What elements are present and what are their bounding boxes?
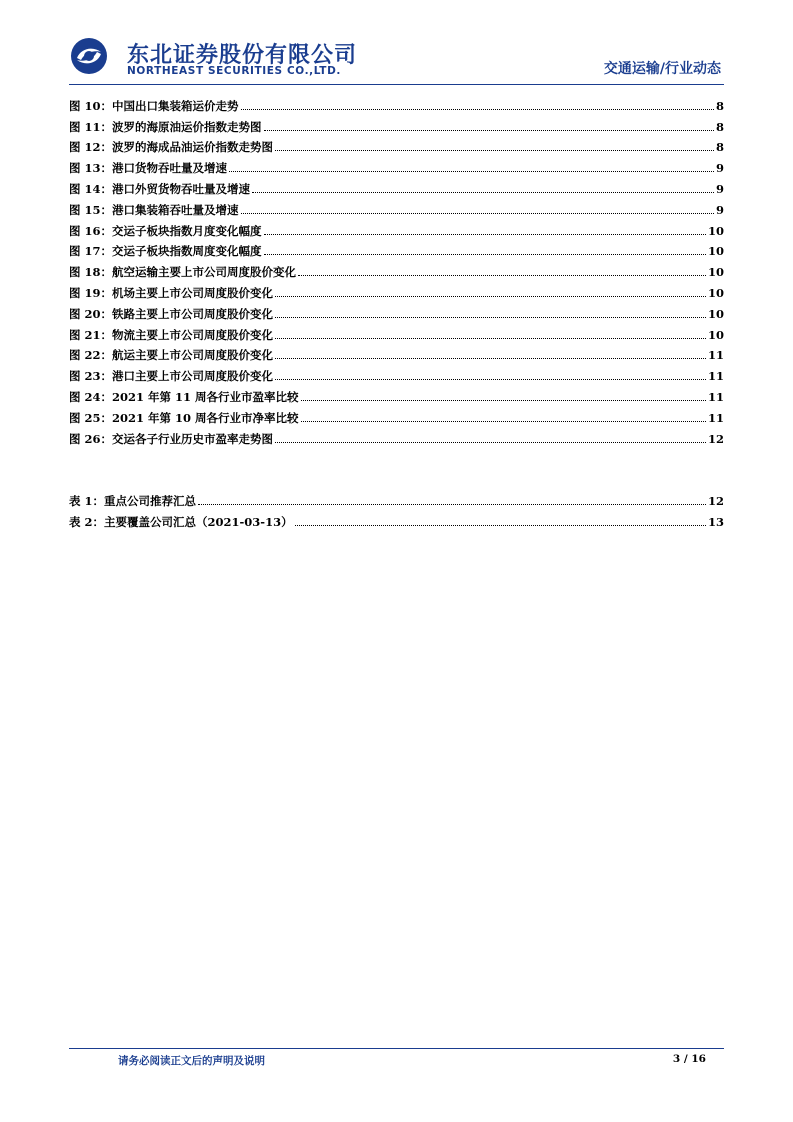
footer-divider xyxy=(69,1048,724,1049)
toc-entry-number: 图 18： xyxy=(69,265,113,280)
northeast-securities-logo-icon xyxy=(69,36,109,76)
figure-list xyxy=(69,92,724,446)
toc-entry-page: 11 xyxy=(707,369,724,384)
toc-entry-page: 9 xyxy=(715,202,724,217)
toc-entry-number: 图 14： xyxy=(69,181,113,196)
figure-toc-entry[interactable] xyxy=(69,217,724,238)
figure-toc-entry[interactable] xyxy=(69,196,724,217)
toc-entry-page: 10 xyxy=(707,285,724,300)
toc-entry-number: 图 15： xyxy=(69,202,113,217)
toc-dot-leader xyxy=(275,149,714,151)
toc-entry-title: 铁路主要上市公司周度股价变化 xyxy=(112,306,274,321)
figure-toc-entry[interactable] xyxy=(69,134,724,155)
toc-dot-leader xyxy=(295,524,706,526)
toc-entry-title: 航运主要上市公司周度股价变化 xyxy=(112,348,274,363)
figure-toc-entry[interactable] xyxy=(69,258,724,279)
figure-toc-entry[interactable] xyxy=(69,238,724,259)
toc-entry-title: 机场主要上市公司周度股价变化 xyxy=(112,285,274,300)
toc-entry-page: 10 xyxy=(707,265,724,280)
toc-dot-leader xyxy=(241,108,714,110)
table-toc-entry[interactable] xyxy=(69,487,724,508)
figure-toc-entry[interactable] xyxy=(69,342,724,363)
footer-disclaimer-note: 请务必阅读正文后的声明及说明 xyxy=(118,1055,265,1067)
toc-entry-title: 交运各子行业历史市盈率走势图 xyxy=(112,431,274,446)
toc-entry-title: 交运子板块指数周度变化幅度 xyxy=(112,244,262,259)
toc-entry-number: 图 22： xyxy=(69,348,113,363)
figure-toc-entry[interactable] xyxy=(69,92,724,113)
toc-entry-page: 8 xyxy=(715,98,724,113)
toc-dot-leader xyxy=(275,316,706,318)
toc-entry-page: 11 xyxy=(707,410,724,425)
figure-toc-entry[interactable] xyxy=(69,300,724,321)
toc-dot-leader xyxy=(264,129,714,131)
company-name-en: NORTHEAST SECURITIES CO.,LTD. xyxy=(127,65,341,77)
toc-entry-page: 11 xyxy=(707,348,724,363)
toc-entry-number: 图 26： xyxy=(69,431,113,446)
toc-entry-number: 图 20： xyxy=(69,306,113,321)
toc-entry-page: 13 xyxy=(707,514,724,529)
toc-entry-page: 8 xyxy=(715,140,724,155)
toc-entry-page: 8 xyxy=(715,119,724,134)
figure-toc-entry[interactable] xyxy=(69,404,724,425)
toc-entry-page: 10 xyxy=(707,223,724,238)
toc-dot-leader xyxy=(275,378,706,380)
toc-dot-leader xyxy=(252,191,714,193)
footer-page-number: 3 / 16 xyxy=(672,1053,706,1065)
toc-entry-number: 图 25： xyxy=(69,410,113,425)
toc-entry-number: 图 13： xyxy=(69,161,113,176)
toc-entry-title: 2021 年第 11 周各行业市盈率比较 xyxy=(112,389,299,404)
toc-entry-number: 图 11： xyxy=(69,119,113,134)
toc-entry-number: 图 17： xyxy=(69,244,113,259)
header-divider xyxy=(69,84,724,85)
toc-entry-title: 港口主要上市公司周度股价变化 xyxy=(112,369,274,384)
toc-entry-title: 2021 年第 10 周各行业市净率比较 xyxy=(112,410,299,425)
toc-entry-title: 波罗的海原油运价指数走势图 xyxy=(112,119,262,134)
toc-entry-title: 主要覆盖公司汇总（2021-03-13） xyxy=(104,514,293,529)
toc-dot-leader xyxy=(275,441,706,443)
toc-entry-page: 10 xyxy=(707,327,724,342)
toc-entry-page: 10 xyxy=(707,306,724,321)
toc-entry-number: 图 19： xyxy=(69,285,113,300)
toc-entry-title: 中国出口集装箱运价走势 xyxy=(112,98,239,113)
toc-entry-title: 物流主要上市公司周度股价变化 xyxy=(112,327,274,342)
figure-toc-entry[interactable] xyxy=(69,425,724,446)
toc-entry-number: 表 1： xyxy=(69,493,105,508)
toc-entry-title: 航空运输主要上市公司周度股价变化 xyxy=(112,265,297,280)
table-toc-entry[interactable] xyxy=(69,508,724,529)
toc-entry-title: 重点公司推荐汇总 xyxy=(104,493,197,508)
toc-entry-number: 表 2： xyxy=(69,514,105,529)
toc-dot-leader xyxy=(264,253,706,255)
toc-dot-leader xyxy=(275,295,706,297)
toc-dot-leader xyxy=(275,337,706,339)
toc-entry-page: 9 xyxy=(715,161,724,176)
toc-entry-page: 9 xyxy=(715,181,724,196)
toc-dot-leader xyxy=(241,212,714,214)
toc-dot-leader xyxy=(301,420,706,422)
toc-entry-title: 波罗的海成品油运价指数走势图 xyxy=(112,140,274,155)
figure-toc-entry[interactable] xyxy=(69,362,724,383)
toc-dot-leader xyxy=(264,233,706,235)
toc-entry-page: 12 xyxy=(707,493,724,508)
toc-dot-leader xyxy=(198,503,706,505)
toc-dot-leader xyxy=(298,274,706,276)
section-tag: 交通运输/行业动态 xyxy=(603,61,721,77)
toc-entry-page: 11 xyxy=(707,389,724,404)
toc-entry-number: 图 12： xyxy=(69,140,113,155)
company-name-cn: 东北证券股份有限公司 xyxy=(127,43,358,68)
toc-dot-leader xyxy=(229,170,714,172)
toc-entry-page: 10 xyxy=(707,244,724,259)
figure-toc-entry[interactable] xyxy=(69,175,724,196)
toc-entry-number: 图 10： xyxy=(69,98,113,113)
toc-entry-number: 图 23： xyxy=(69,369,113,384)
table-list xyxy=(69,487,724,529)
toc-entry-title: 港口外贸货物吞吐量及增速 xyxy=(112,181,251,196)
figure-toc-entry[interactable] xyxy=(69,383,724,404)
page-header xyxy=(69,36,721,84)
figure-toc-entry[interactable] xyxy=(69,113,724,134)
toc-entry-title: 港口集装箱吞吐量及增速 xyxy=(112,202,239,217)
toc-entry-number: 图 21： xyxy=(69,327,113,342)
toc-entry-number: 图 24： xyxy=(69,389,113,404)
figure-toc-entry[interactable] xyxy=(69,154,724,175)
toc-entry-title: 港口货物吞吐量及增速 xyxy=(112,161,228,176)
toc-entry-page: 12 xyxy=(707,431,724,446)
toc-dot-leader xyxy=(275,357,706,359)
toc-entry-number: 图 16： xyxy=(69,223,113,238)
toc-dot-leader xyxy=(301,399,706,401)
toc-entry-title: 交运子板块指数月度变化幅度 xyxy=(112,223,262,238)
figure-toc-entry[interactable] xyxy=(69,321,724,342)
figure-toc-entry[interactable] xyxy=(69,279,724,300)
